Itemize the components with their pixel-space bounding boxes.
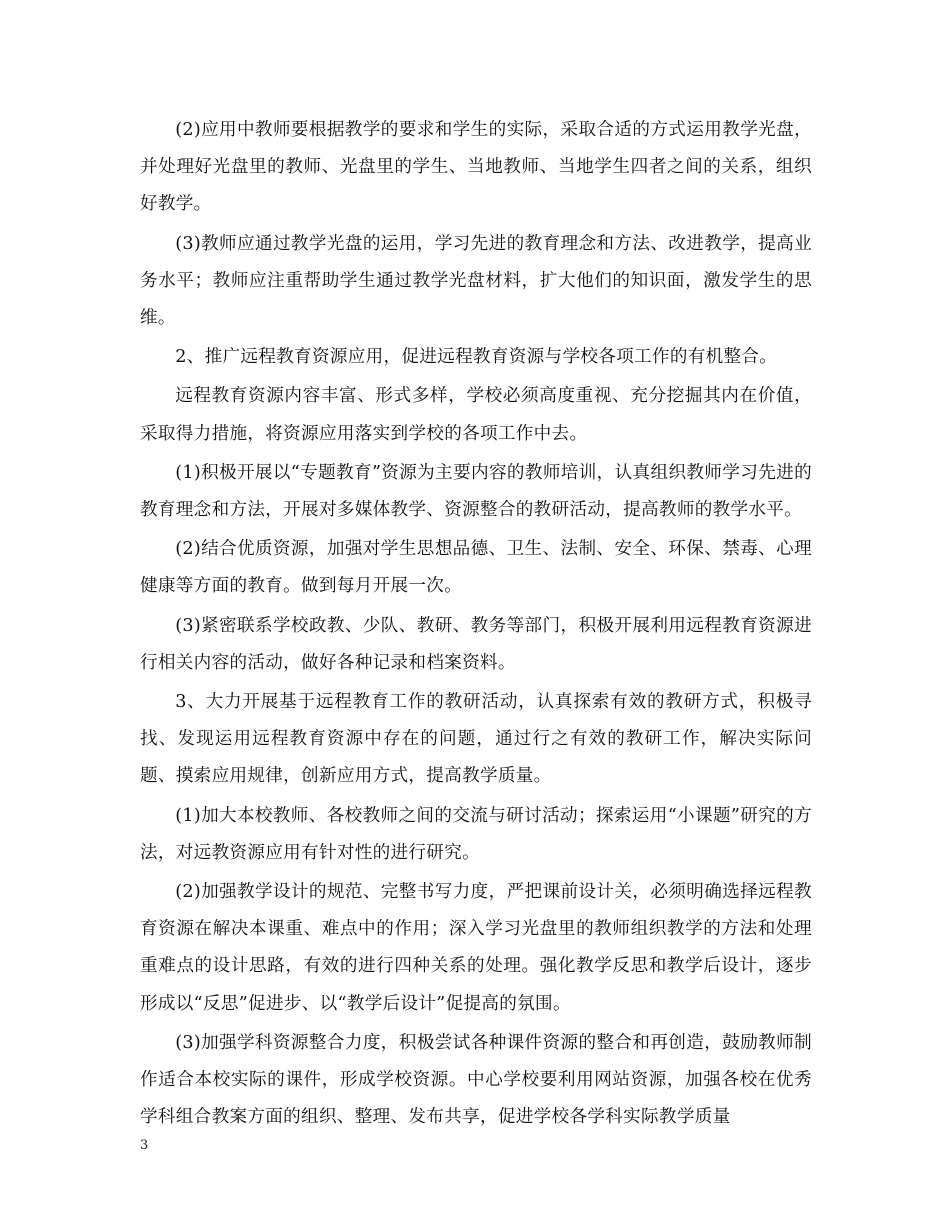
paragraph-item-3-resource-integration: (3)加强学科资源整合力度，积极尝试各种课件资源的整合和再创造，鼓励教师制作适合本校实际的课件，形成学校资源。中心学校要利用网站资源，加强各校在优秀学科组合教案方面的组织、整理、发布共享，促进学校各学科实际教学质量 [140,1032,812,1128]
document-body [140,112,812,1138]
paragraph-item-2-student-education: (2)结合优质资源，加强对学生思想品德、卫生、法制、安全、环保、禁毒、心理健康等方面的教育。做到每月开展一次。 [140,539,812,597]
paragraph-item-3-teacher-growth: (3)教师应通过教学光盘的运用，学习先进的教育理念和方法、改进教学，提高业务水平；教师应注重帮助学生通过教学光盘材料，扩大他们的知识面，激发学生的思维。 [140,233,812,329]
paragraph-item-1-training: (1)积极开展以“专题教育”资源为主要内容的教师培训，认真组织教师学习先进的教育理念和方法，开展对多媒体教学、资源整合的教研活动，提高教师的教学水平。 [140,462,812,521]
paragraph-item-1-exchange: (1)加大本校教师、各校教师之间的交流与研讨活动；探索运用“小课题”研究的方法，对远教资源应用有针对性的进行研究。 [140,805,812,863]
paragraph-item-2-lesson-design: (2)加强教学设计的规范、完整书写力度，严把课前设计关，必须明确选择远程教育资源在解决本课重、难点中的作用；深入学习光盘里的教师组织教学的方法和处理重难点的设计思路，有效的进行四种关系的处理。强化教学反思和教学后设计，逐步形成以“反思”促进步、以“教学后设计”促提高的氛围。 [140,882,812,1014]
section-heading-3: 3、大力开展基于远程教育工作的教研活动，认真探索有效的教研方式，积极寻找、发现运用远程教育资源中存在的问题，通过行之有效的教研工作，解决实际问题、摸索应用规律，创新应用方式，提高教学质量。 [140,692,812,787]
paragraph-section-2-intro: 远程教育资源内容丰富、形式多样，学校必须高度重视、充分挖掘其内在价值，采取得力措施，将资源应用落实到学校的各项工作中去。 [140,386,812,444]
paragraph-item-2-usage: (2)应用中教师要根据教学的要求和学生的实际，采取合适的方式运用教学光盘，并处理好光盘里的教师、光盘里的学生、当地教师、当地学生四者之间的关系，组织好教学。 [140,120,812,215]
page-number: 3 [140,1138,149,1153]
paragraph-item-3-departments: (3)紧密联系学校政教、少队、教研、教务等部门，积极开展利用远程教育资源进行相关内容的活动，做好各种记录和档案资料。 [140,615,812,673]
section-heading-2: 2、推广远程教育资源应用，促进远程教育资源与学校各项工作的有机整合。 [175,347,778,368]
